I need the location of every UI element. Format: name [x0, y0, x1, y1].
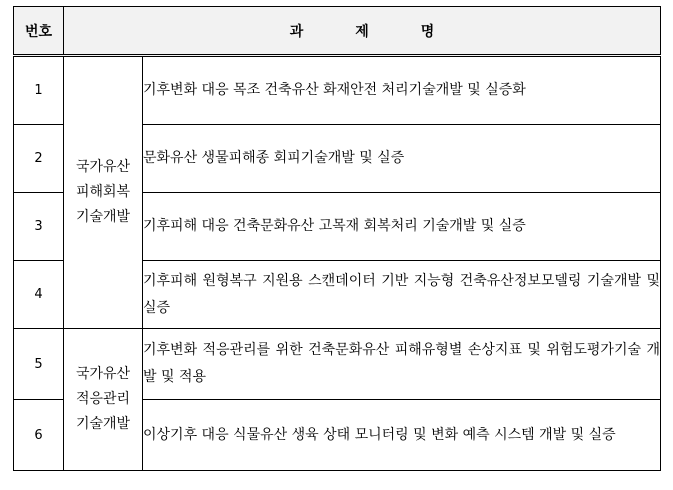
row-number: 3 [14, 193, 64, 261]
category-line: 적응관리 [75, 391, 131, 407]
header-title [64, 7, 661, 56]
row-number: 6 [14, 400, 64, 471]
table-row [14, 329, 661, 400]
task-title: 기후피해 원형복구 지원용 스캔데이터 기반 지능형 건축유산정보모델링 기술개발 및 실증 [143, 261, 661, 329]
row-number: 5 [14, 329, 64, 400]
header-no: 번호 [14, 7, 64, 56]
task-title: 기후변화 적응관리를 위한 건축문화유산 피해유형별 손상지표 및 위험도평가기술 개발 및 적용 [143, 329, 661, 400]
category-cell [64, 329, 143, 471]
task-title: 문화유산 생물피해종 회피기술개발 및 실증 [143, 125, 661, 193]
task-table [13, 6, 661, 471]
row-number: 2 [14, 125, 64, 193]
table-header-row [14, 7, 661, 56]
category-line: 피해회복 [75, 184, 131, 200]
category-cell [64, 56, 143, 329]
header-title-text: 과제명 [289, 23, 487, 40]
category-line: 기술개발 [75, 209, 131, 225]
table-row [14, 56, 661, 125]
category-line: 기술개발 [75, 416, 131, 432]
task-title: 기후변화 대응 목조 건축유산 화재안전 처리기술개발 및 실증화 [143, 56, 661, 125]
task-title: 기후피해 대응 건축문화유산 고목재 회복처리 기술개발 및 실증 [143, 193, 661, 261]
row-number: 1 [14, 56, 64, 125]
category-line: 국가유산 [75, 366, 131, 382]
task-title: 이상기후 대응 식물유산 생육 상태 모니터링 및 변화 예측 시스템 개발 및 실증 [143, 400, 661, 471]
category-line: 국가유산 [75, 159, 131, 175]
row-number: 4 [14, 261, 64, 329]
